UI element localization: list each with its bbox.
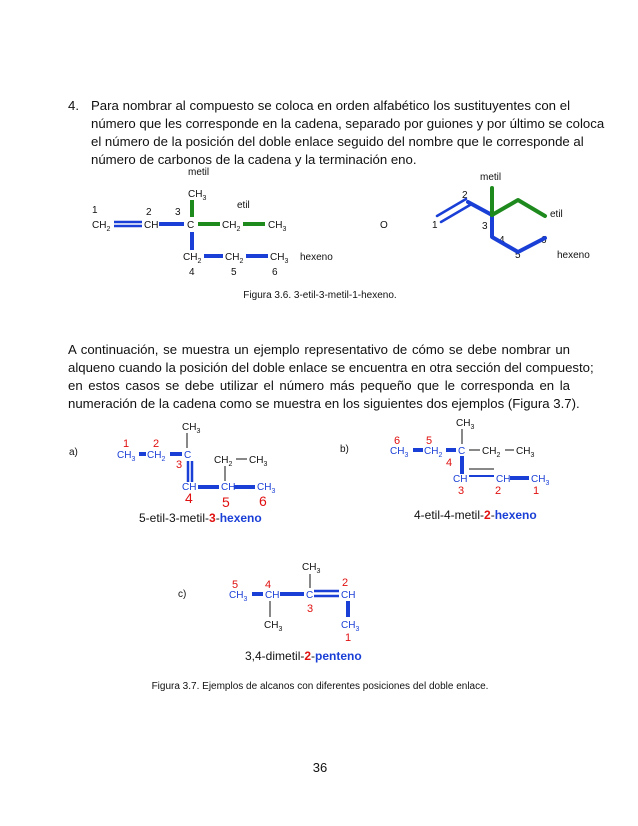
carbon-number-2: 2 xyxy=(146,207,152,218)
ch2-a: $CH_2$ xyxy=(147,450,166,463)
example-b-name xyxy=(414,508,537,522)
ch3-top: $CH_3$ xyxy=(188,189,207,202)
example-c-name-separator: - xyxy=(311,649,316,663)
ch3-side-a: $CH_3$ xyxy=(249,455,268,468)
ch3-right-below-c: $CH_3$ xyxy=(341,620,360,633)
ch3-top-c: $CH_3$ xyxy=(302,562,321,575)
ch2-mid: $CH_2$ xyxy=(222,220,241,233)
ch-group: CH xyxy=(144,220,159,231)
example-c-name-suffix: penteno xyxy=(315,649,362,663)
ch2-chain-1: $CH_2$ xyxy=(183,252,202,265)
example-a-name-separator: - xyxy=(215,511,220,525)
red-number-3-c: 3 xyxy=(307,603,314,615)
example-c-name xyxy=(245,649,362,663)
carbon-number-5: 5 xyxy=(231,267,237,278)
item-number: 4. xyxy=(68,98,79,113)
metil-label: metil xyxy=(188,167,210,178)
ch2-side-a: $CH_2$ xyxy=(214,455,233,468)
paragraph-2-line: alqueno cuando la posición del doble enlace se encuentra en otra sección del compuesto; xyxy=(68,360,594,375)
example-c-label: c) xyxy=(178,589,187,600)
red-number-2-c: 2 xyxy=(342,577,349,589)
ch3-end-a: $CH_3$ xyxy=(257,482,276,495)
c-quaternary: C xyxy=(187,220,195,231)
example-b-name-suffix: hexeno xyxy=(494,508,537,522)
example-b-name-separator: - xyxy=(490,508,495,522)
skeletal-metil-label: metil xyxy=(480,172,502,183)
or-separator: O xyxy=(380,220,388,231)
example-a-name-suffix: hexeno xyxy=(219,511,262,525)
example-a-name xyxy=(139,511,262,525)
example-a-label: a) xyxy=(69,447,78,458)
c-a: C xyxy=(184,450,192,461)
ch2-left: $CH_2$ xyxy=(92,220,111,233)
c-c: C xyxy=(306,590,314,601)
red-number-2-b: 2 xyxy=(495,485,502,497)
etil-label: etil xyxy=(237,200,250,211)
carbon-number-6: 6 xyxy=(272,267,278,278)
red-number-1-c: 1 xyxy=(345,632,352,644)
item-4-line: Para nombrar al compuesto se coloca en orden alfabético los sustituyentes con el xyxy=(91,98,570,113)
skeletal-etil-label: etil xyxy=(550,209,563,220)
ch3-below-c: $CH_3$ xyxy=(264,620,283,633)
ch-c: CH xyxy=(265,590,280,601)
ch2-chain-2: $CH_2$ xyxy=(225,252,244,265)
ch3-side-b: $CH_3$ xyxy=(516,446,535,459)
ch3-left-a: $CH_3$ xyxy=(117,450,136,463)
example-b-label: b) xyxy=(340,444,349,455)
red-number-1-b: 1 xyxy=(533,485,540,497)
skeletal-number-3: 3 xyxy=(482,221,488,232)
example-b-name-prefix: 4-etil-4-metil- xyxy=(414,508,485,522)
ch2-side-b: $CH_2$ xyxy=(482,446,501,459)
ch3-right: $CH_3$ xyxy=(268,220,287,233)
red-number-3-a: 3 xyxy=(176,459,183,471)
red-number-3-b: 3 xyxy=(458,485,465,497)
skeletal-number-5: 5 xyxy=(515,250,521,261)
ch-right-c: CH xyxy=(341,590,356,601)
skeletal-number-2: 2 xyxy=(462,190,468,201)
page-number: 36 xyxy=(312,760,328,775)
ch-1-a: CH xyxy=(182,482,197,493)
figure-3-7-caption: Figura 3.7. Ejemplos de alcanos con diferentes posiciones del doble enlace. xyxy=(151,681,489,692)
red-number-6-a: 6 xyxy=(259,493,267,509)
red-number-5-b: 5 xyxy=(426,435,433,447)
ch3-chain-3: $CH_3$ xyxy=(270,252,289,265)
c-b: C xyxy=(458,446,466,457)
red-number-1-a: 1 xyxy=(123,438,130,450)
paragraph-2-line: A continuación, se muestra un ejemplo representativo de cómo se debe nombrar un xyxy=(68,342,570,357)
item-4-line: número de carbonos de la cadena y la terminación eno. xyxy=(91,152,417,167)
ch-2-b: CH xyxy=(496,474,511,485)
example-b-name-number: 2 xyxy=(484,508,491,522)
ch-2-a: CH xyxy=(221,482,236,493)
red-number-6-b: 6 xyxy=(394,435,401,447)
paragraph-2-line: numeración de la cadena como se muestra en los siguientes dos ejemplos (Figura 3.7). xyxy=(68,396,580,411)
skeletal-number-6: 6 xyxy=(541,235,547,246)
item-4-line: el número de la posición del doble enlace seguido del nombre que le corresponde al xyxy=(91,134,584,149)
skeletal-hexeno-label: hexeno xyxy=(557,250,590,261)
red-number-4-c: 4 xyxy=(265,579,272,591)
red-number-5-a: 5 xyxy=(222,494,230,510)
carbon-number-4: 4 xyxy=(189,267,195,278)
ch3-end-b: $CH_3$ xyxy=(531,474,550,487)
example-a-name-prefix: 5-etil-3-metil- xyxy=(139,511,210,525)
skeletal-number-1: 1 xyxy=(432,220,438,231)
paragraph-2-line: en estos casos se debe utilizar el número más pequeño que le corresponda en la xyxy=(68,378,570,393)
item-4-line: número que les corresponde en la cadena, separado por guiones y por último se coloca xyxy=(91,116,605,131)
red-number-5-c: 5 xyxy=(232,579,239,591)
ch2-b: $CH_2$ xyxy=(424,446,443,459)
ch-1-b: CH xyxy=(453,474,468,485)
example-c-name-prefix: 3,4-dimetil- xyxy=(245,649,305,663)
skeletal-number-4: 4 xyxy=(499,235,505,246)
hexeno-label: hexeno xyxy=(300,252,333,263)
red-number-4-a: 4 xyxy=(185,490,193,506)
ch3-top-a: $CH_3$ xyxy=(182,422,201,435)
ch3-left-b: $CH_3$ xyxy=(390,446,409,459)
example-a-name-number: 3 xyxy=(209,511,216,525)
ch3-left-c: $CH_3$ xyxy=(229,590,248,603)
red-number-2-a: 2 xyxy=(153,438,160,450)
carbon-number-3: 3 xyxy=(175,207,181,218)
carbon-number-1: 1 xyxy=(92,205,98,216)
red-number-4-b: 4 xyxy=(446,457,453,469)
ch3-top-b: $CH_3$ xyxy=(456,418,475,431)
figure-3-6-caption: Figura 3.6. 3-etil-3-metil-1-hexeno. xyxy=(243,290,397,301)
example-c-name-number: 2 xyxy=(304,649,312,663)
